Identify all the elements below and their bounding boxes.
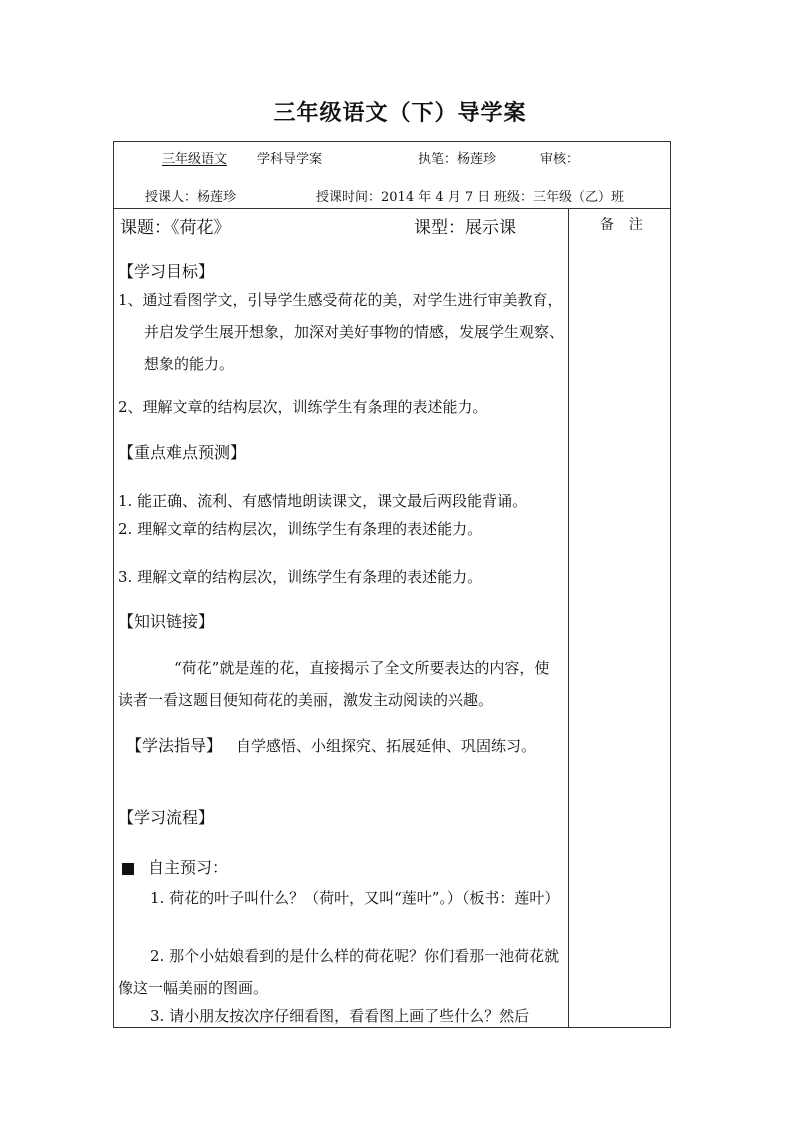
link-text: “荷花”就是莲的花，直接揭示了全文所要表达的内容，使读者一看这题目便知荷花的美丽，激发主动阅读的兴趣。	[118, 659, 550, 709]
lesson-topic: 课题：《荷花》	[120, 218, 231, 238]
question-1: 1. 荷花的叶子叫什么？（荷叶，又叫“莲叶”。）（板书：莲叶）	[150, 889, 560, 907]
goal-1: 1、通过看图学文，引导学生感受荷花的美，对学生进行审美教育，并启发学生展开想象，加深对美好事物的情感，发展学生观察、想象的能力。	[118, 291, 565, 373]
notes-column-divider	[568, 208, 569, 1028]
key-title: 【重点难点预测】	[118, 443, 247, 462]
method-block	[118, 730, 564, 762]
teach-time: 授课时间：2014 年 4 月 7 日	[316, 190, 491, 205]
key-3: 3. 理解文章的结构层次，训练学生有条理的表述能力。	[118, 568, 483, 586]
notes-label: 备 注	[600, 217, 645, 233]
square-bullet-icon	[122, 863, 134, 875]
question-2: 2. 那个小姑娘看到的是什么样的荷花呢？你们看那一池荷花就像这一幅美丽的图画。	[118, 947, 560, 997]
preview-heading	[118, 852, 564, 884]
key-2: 2. 理解文章的结构层次，训练学生有条理的表述能力。	[118, 520, 483, 538]
goal-2: 2、理解文章的结构层次，训练学生有条理的表述能力。	[118, 398, 488, 416]
preview-title: 自主预习：	[148, 858, 229, 877]
method-title: 【学法指导】	[126, 736, 223, 755]
teacher: 授课人：杨莲珍	[145, 190, 237, 205]
header-divider	[113, 208, 671, 209]
method-text: 自学感悟、小组探究、拓展延伸、巩固练习。	[236, 737, 537, 755]
grade-subject: 三年级语文	[162, 152, 228, 167]
lesson-type: 课型：展示课	[414, 218, 516, 238]
question-3: 3. 请小朋友按次序仔细看图，看看图上画了些什么？然后	[150, 1007, 530, 1025]
page-title: 三年级语文（下）导学案	[273, 101, 527, 126]
link-title: 【知识链接】	[118, 612, 215, 631]
key-1: 1. 能正确、流利、有感情地朗读课文，课文最后两段能背诵。	[118, 492, 528, 510]
goals-title: 【学习目标】	[118, 262, 215, 281]
reviewer: 审核：	[540, 152, 580, 167]
author: 执笔：杨莲珍	[418, 152, 497, 167]
class-info: 班级：三年级（乙）班	[494, 190, 625, 205]
doc-type: 学科导学案	[257, 152, 323, 167]
flow-title: 【学习流程】	[118, 808, 215, 827]
